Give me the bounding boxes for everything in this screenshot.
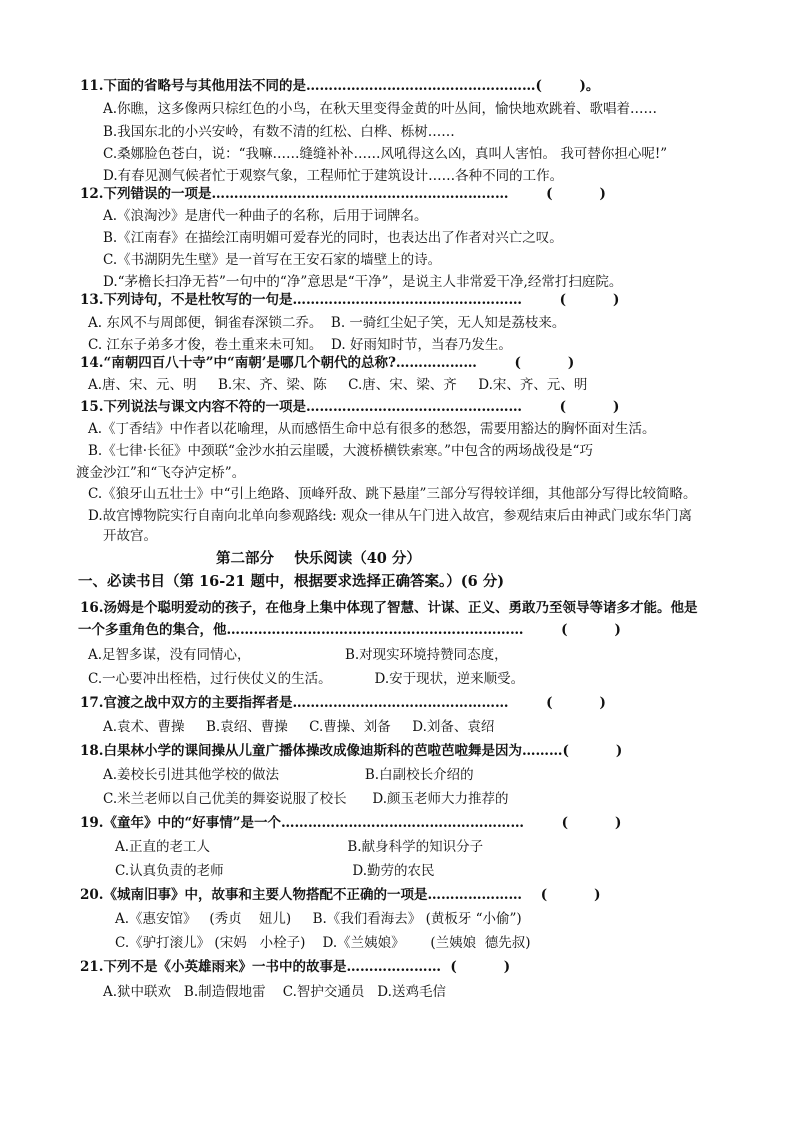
question-16-options-ab: A.足智多谋，没有同情心， B.对现实环境持赞同态度， [88,647,508,663]
question-15-option-c: C.《狼牙山五壮士》中“引上绝路、顶峰歼敌、跳下悬崖”三部分写得较详细，其他部分写得比较简略。 [88,486,697,502]
question-13-stem: 13.下列诗句，不是杜牧写的一句是…………………………………………… ( ) [80,292,620,308]
question-12-option-d: D.“茅檐长扫净无苔”一句中的“净”意思是“干净”，是说主人非常爱干净,经常打扫庭院。 [103,274,623,290]
question-16-options-cd: C.一心要冲出桎梏，过行侠仗义的生活。 D.安于现状，逆来顺受。 [88,671,525,687]
section-title: 第二部分 快乐阅读（40 分） [216,550,421,567]
question-11-option-a: A.你瞧，这多像两只棕红色的小鸟，在秋天里变得金黄的叶丛间，愉快地欢跳着、歌唱着…… [103,101,658,117]
question-16-stem: 16.汤姆是个聪明爱动的孩子，在他身上集中体现了智慧、计谋、正义、勇敢乃至领导等诸多才能。他是 [80,600,698,616]
question-18-options-ab: A.姜校长引进其他学校的做法 B.白副校长介绍的 [103,767,474,783]
question-20-options-ab: A.《惠安馆》 (秀贞 妞儿) B.《我们看海去》 (黄板牙 “小偷”) [115,911,522,927]
subsection-title: 一、必读书目（第 16-21 题中，根据要求选择正确答案。）(6 分) [78,573,505,590]
question-19-stem: 19.《童年》中的“好事情”是一个……………………………………………… ( ) [80,815,622,831]
question-15-option-d-cont: 开故宫。 [103,528,157,544]
question-21-options: A.狱中联欢 B.制造假地雷 C.智护交通员 D.送鸡毛信 [103,984,446,1000]
question-11-stem: 11.下面的省略号与其他用法不同的是……………………………………………( )。 [80,78,600,94]
question-14-stem: 14.“南朝四百八十寺”中“南朝’是哪几个朝代的总称?……………… ( ) [80,355,575,371]
question-15-stem: 15.下列说法与课文内容不符的一项是………………………………………… ( ) [80,399,620,415]
question-11-option-c: C.桑娜脸色苍白，说：“我嘛……缝缝补补……风吼得这么凶，真叫人害怕。 我可替你担心呢!” [103,146,668,162]
question-12-stem: 12.下列错误的一项是………………………………………………………… ( ) [80,186,606,202]
question-14-options: A.唐、宋、元、明 B.宋、齐、梁、陈 C.唐、宋、梁、齐 D.宋、齐、元、明 [88,377,588,393]
question-20-stem: 20.《城南旧事》中，故事和主要人物搭配不正确的一项是………………… ( ) [80,887,601,903]
question-19-options-ab: A.正直的老工人 B.献身科学的知识分子 [115,839,484,855]
question-17-options: A.袁术、曹操 B.袁绍、曹操 C.曹操、刘备 D.刘备、袁绍 [103,719,495,735]
question-15-option-d: D.故宫博物院实行自南向北单向参观路线: 观众一律从午门进入故宫，参观结束后由神武门或东华门离 [88,508,692,524]
question-18-stem: 18.白果林小学的课间操从儿童广播体操改成像迪斯科的芭啦芭啦舞是因为………( ) [80,743,623,759]
question-12-option-b: B.《江南春》在描绘江南明媚可爱春光的同时，也表达出了作者对兴亡之叹。 [103,230,563,246]
question-11-option-b: B.我国东北的小兴安岭，有数不清的红松、白桦、栎树…… [103,124,455,140]
question-21-stem: 21.下列不是《小英雄雨来》一书中的故事是………………… ( ) [80,959,511,975]
question-17-stem: 17.官渡之战中双方的主要指挥者是………………………………………… ( ) [80,695,606,711]
question-12-option-a: A.《浪淘沙》是唐代一种曲子的名称，后用于词牌名。 [103,208,428,224]
question-15-option-b: B.《七律·长征》中颈联“金沙水拍云崖暖，大渡桥横铁索寒。”中包含的两场战役是“巧 [88,443,593,459]
question-11-option-d: D.有春见测气候者忙于观察气象，工程师忙于建筑设计……各种不同的工作。 [103,168,564,184]
question-15-option-a: A.《丁香结》中作者以花喻理，从而感悟生命中总有很多的愁怨，需要用豁达的胸怀面对生活。 [88,421,656,437]
question-18-options-cd: C.米兰老师以自己优美的舞姿说服了校长 D.颜玉老师大力推荐的 [103,791,509,807]
question-13-options-ab: A. 东风不与周郎便，铜雀春深锁二乔。 B. 一骑红尘妃子笑，无人知是荔枝来。 [88,315,566,331]
question-20-options-cd: C.《驴打滚儿》 (宋妈 小栓子) D.《兰姨娘》 (兰姨娘 德先叔) [115,935,531,951]
question-15-option-b-cont: 渡金沙江”和“飞夺泸定桥”。 [76,465,246,481]
question-19-options-cd: C.认真负责的老师 D.勤劳的农民 [115,863,435,879]
question-13-options-cd: C. 江东子弟多才俊，卷土重来未可知。 D. 好雨知时节，当春乃发生。 [88,337,512,353]
question-16-stem-cont: 一个多重角色的集合，他………………………………………………………… ( ) [78,622,621,638]
question-12-option-c: C.《书湖阴先生壁》是一首写在王安石家的墙壁上的诗。 [103,252,442,268]
